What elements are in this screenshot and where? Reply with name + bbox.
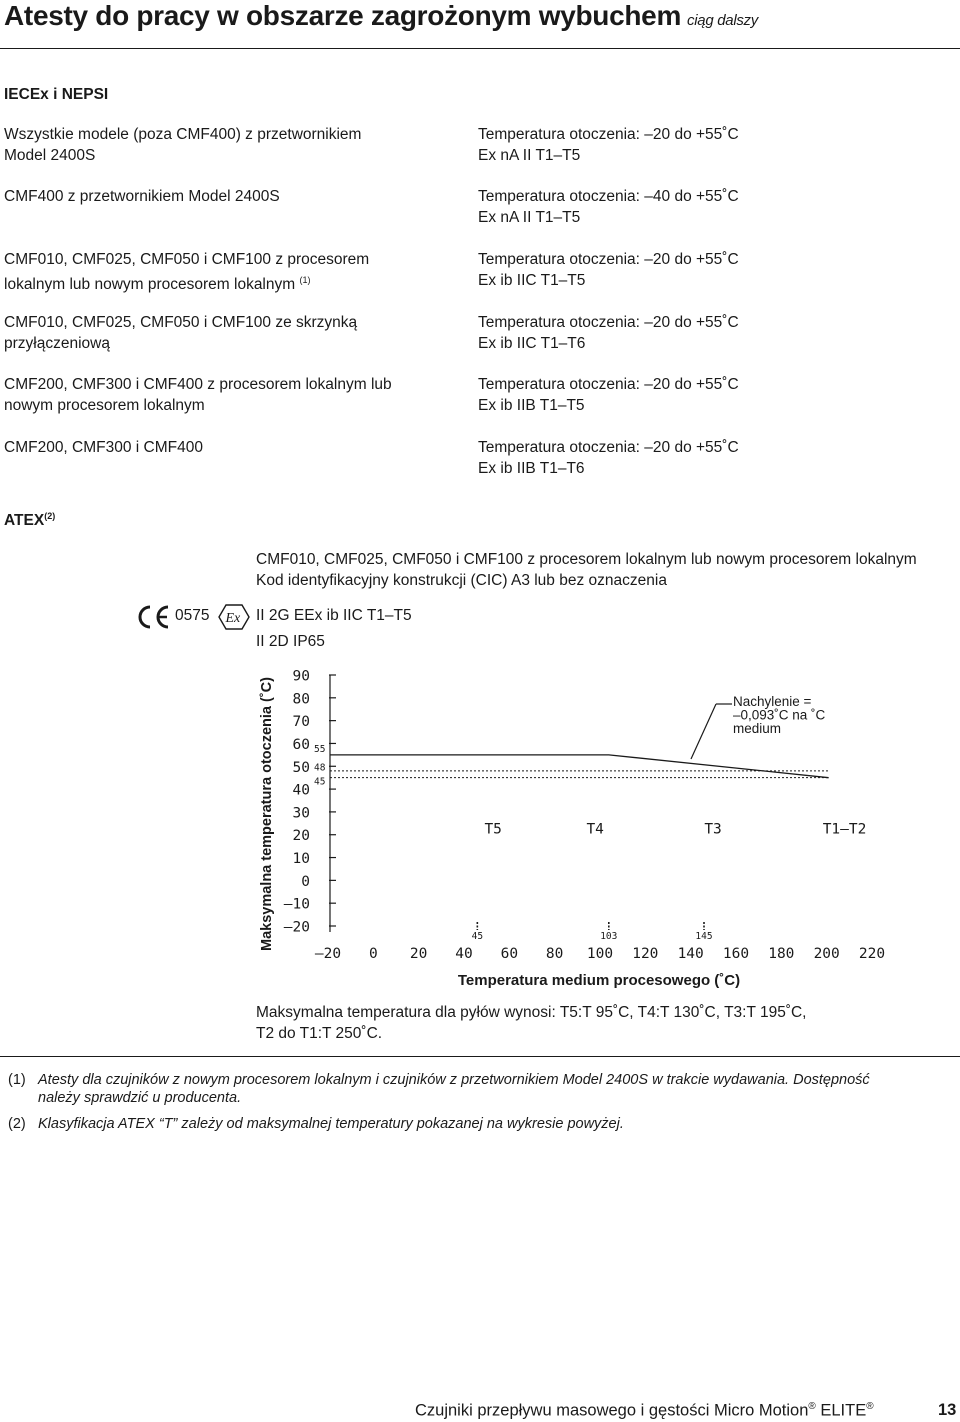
chart-x-tick-label: 160: [722, 946, 750, 962]
atex-heading-text: ATEX: [4, 512, 45, 530]
iecex-row-2-right: [478, 186, 948, 228]
iecex-row-4-right: [478, 312, 948, 354]
footnote-rule: [0, 1056, 960, 1057]
chart-x-tick-label: 80: [545, 946, 564, 962]
iecex-row-4-left-line-1: CMF010, CMF025, CMF050 i CMF100 ze skrzynką: [4, 314, 358, 331]
iecex-row-5-right: [478, 374, 948, 416]
atex-heading: [4, 511, 55, 530]
chart-y-tick-label: 0: [301, 873, 310, 890]
iecex-row-4-marking: Ex ib IIC T1–T6: [478, 335, 586, 352]
chart-x-tick-label: 200: [813, 946, 840, 962]
chart-x-tick-label: –20: [314, 946, 342, 962]
chart-x-tick-label: 60: [500, 946, 519, 962]
ex-hexagon-icon: [218, 603, 250, 631]
chart-x-tick-label: 20: [409, 946, 428, 962]
chart-zone-label: T1–T2: [822, 821, 867, 838]
footer-brand: ELITE: [820, 1401, 867, 1420]
iecex-row-1-right: [478, 124, 948, 166]
atex-cert-dust: II 2D IP65: [256, 633, 325, 650]
iecex-row-3-left: [4, 249, 444, 295]
footnote-1-line-1: Atesty dla czujników z nowym procesorem lokalnym i czujników z przetwornikiem Model 2400S w trakcie wydawania. Dostępność: [38, 1072, 870, 1088]
notified-body-number: 0575: [175, 607, 210, 624]
page-title-continued: ciąg dalszy: [687, 12, 758, 29]
registered-mark-2: ®: [866, 1401, 874, 1412]
footnote-2-line-1: Klasyfikacja ATEX “T” zależy od maksymalnej temperatury pokazanej na wykresie powyżej.: [38, 1116, 624, 1132]
chart-x-tick-label: 100: [586, 946, 614, 962]
chart-y-tick-label: 30: [292, 805, 310, 822]
chart-y-tick-label: 40: [292, 782, 310, 799]
chart-x-tick-label: 180: [768, 946, 795, 962]
temperature-derating-chart: [250, 660, 910, 1000]
iecex-row-2-ambient: Temperatura otoczenia: –40 do +55˚C: [478, 188, 739, 205]
chart-x-tick-label: 120: [632, 946, 659, 962]
chart-y-tick-label: –10: [283, 896, 310, 913]
page-title-text: Atesty do pracy w obszarze zagrożonym wybuchem: [4, 0, 682, 31]
iecex-row-3-marking: Ex ib IIC T1–T5: [478, 272, 586, 289]
chart-guide-label: 48: [314, 762, 326, 774]
chart-slope-annotation-line: Nachylenie =: [733, 694, 812, 709]
dust-note-line-2: T2 do T1:T 250˚C.: [256, 1025, 383, 1042]
chart-zone-label: T5: [484, 821, 502, 838]
chart-y-tick-label: 50: [292, 759, 310, 776]
footer-product-text: Czujniki przepływu masowego i gęstości Micro Motion: [415, 1401, 809, 1420]
chart-guide-label: 45: [314, 776, 326, 788]
iecex-row-3-ambient: Temperatura otoczenia: –20 do +55˚C: [478, 251, 739, 268]
chart-derating-line: [330, 755, 829, 778]
chart-zone-boundary-label: 45: [471, 931, 484, 942]
chart-y-tick-label: 20: [292, 828, 310, 845]
footnote-1: [8, 1071, 958, 1107]
iecex-row-2-left: [4, 186, 444, 207]
iecex-row-5-left: [4, 374, 444, 416]
chart-zone-label: T4: [586, 821, 604, 838]
iecex-row-6-left: [4, 437, 444, 458]
chart-slope-annotation-line: –0,093˚C na ˚C: [733, 707, 826, 723]
chart-y-tick-label: 80: [292, 691, 310, 708]
iecex-heading: IECEx i NEPSI: [4, 86, 109, 103]
chart-zone-label: T3: [704, 821, 722, 838]
iecex-row-3-right: [478, 249, 948, 291]
chart-x-tick-label: 40: [455, 946, 473, 962]
page-title: [4, 0, 758, 32]
iecex-row-3-left-line-2: lokalnym lub nowym procesorem lokalnym: [4, 276, 296, 294]
svg-text:Ex: Ex: [225, 611, 241, 626]
footnote-1-number: (1): [8, 1072, 26, 1088]
chart-level-label: 55: [314, 743, 326, 755]
chart-y-tick-label: 10: [292, 851, 310, 868]
iecex-row-3-left-line-2-wrap: [4, 270, 444, 295]
chart-x-tick-label: 220: [858, 946, 886, 962]
dust-temperature-note: [256, 1002, 807, 1044]
footnote-1-line-2: należy sprawdzić u producenta.: [38, 1090, 242, 1106]
atex-cic: Kod identyfikacyjny konstrukcji (CIC) A3 lub bez oznaczenia: [256, 572, 667, 589]
atex-models: CMF010, CMF025, CMF050 i CMF100 z procesorem lokalnym lub nowym procesorem lokalnym: [256, 551, 917, 568]
dust-note-line-1: Maksymalna temperatura dla pyłów wynosi: T5:T 95˚C, T4:T 130˚C, T3:T 195˚C,: [256, 1004, 807, 1021]
chart-zone-boundary-label: 145: [695, 931, 713, 942]
iecex-row-4-left: [4, 312, 444, 354]
footnote-2-number: (2): [8, 1116, 26, 1132]
registered-mark: ®: [808, 1401, 816, 1412]
chart-x-tick-label: 0: [368, 946, 378, 962]
iecex-row-6-marking: Ex ib IIB T1–T6: [478, 460, 585, 477]
iecex-row-5-marking: Ex ib IIB T1–T5: [478, 397, 585, 414]
page-number: 13: [938, 1401, 957, 1419]
iecex-row-1-ambient: Temperatura otoczenia: –20 do +55˚C: [478, 126, 739, 143]
chart-x-tick-label: 140: [677, 946, 704, 962]
chart-y-axis-title: Maksymalna temperatura otoczenia (˚C): [259, 677, 275, 951]
chart-x-axis-title: Temperatura medium procesowego (˚C): [457, 972, 741, 989]
chart-slope-annotation-line: medium: [733, 721, 782, 736]
footnote-2: [8, 1115, 958, 1133]
chart-y-tick-label: –20: [283, 919, 310, 936]
iecex-row-2-left-line-1: CMF400 z przetwornikiem Model 2400S: [4, 188, 280, 205]
iecex-row-2-marking: Ex nA II T1–T5: [478, 209, 581, 226]
iecex-row-1-left: [4, 124, 444, 166]
chart-y-tick-label: 90: [292, 668, 310, 685]
iecex-row-1-left-line-2: Model 2400S: [4, 147, 96, 164]
chart-annotation-leader: [691, 704, 716, 759]
page-footer: [415, 1401, 874, 1421]
atex-cert-gas: II 2G EEx ib IIC T1–T5: [256, 607, 412, 624]
title-rule: [0, 48, 960, 49]
iecex-row-5-ambient: Temperatura otoczenia: –20 do +55˚C: [478, 376, 739, 393]
footnote-ref-1: (1): [299, 275, 311, 285]
iecex-row-6-ambient: Temperatura otoczenia: –20 do +55˚C: [478, 439, 739, 456]
iecex-row-6-right: [478, 437, 948, 479]
chart-zone-boundary-label: 103: [600, 931, 618, 942]
footnote-ref-2: (2): [44, 511, 56, 521]
iecex-row-1-left-line-1: Wszystkie modele (poza CMF400) z przetwornikiem: [4, 126, 362, 143]
chart-ylabel-group: [259, 677, 275, 951]
iecex-row-5-left-line-1: CMF200, CMF300 i CMF400 z procesorem lokalnym lub: [4, 376, 392, 393]
iecex-row-6-left-line-1: CMF200, CMF300 i CMF400: [4, 439, 203, 456]
chart-y-tick-label: 70: [292, 714, 310, 731]
ce-mark-icon: [135, 604, 171, 630]
iecex-row-1-marking: Ex nA II T1–T5: [478, 147, 581, 164]
iecex-row-4-left-line-2: przyłączeniową: [4, 335, 110, 352]
iecex-row-4-ambient: Temperatura otoczenia: –20 do +55˚C: [478, 314, 739, 331]
iecex-row-5-left-line-2: nowym procesorem lokalnym: [4, 397, 205, 414]
chart-y-tick-label: 60: [292, 736, 310, 753]
iecex-row-3-left-line-1: CMF010, CMF025, CMF050 i CMF100 z procesorem: [4, 251, 370, 268]
